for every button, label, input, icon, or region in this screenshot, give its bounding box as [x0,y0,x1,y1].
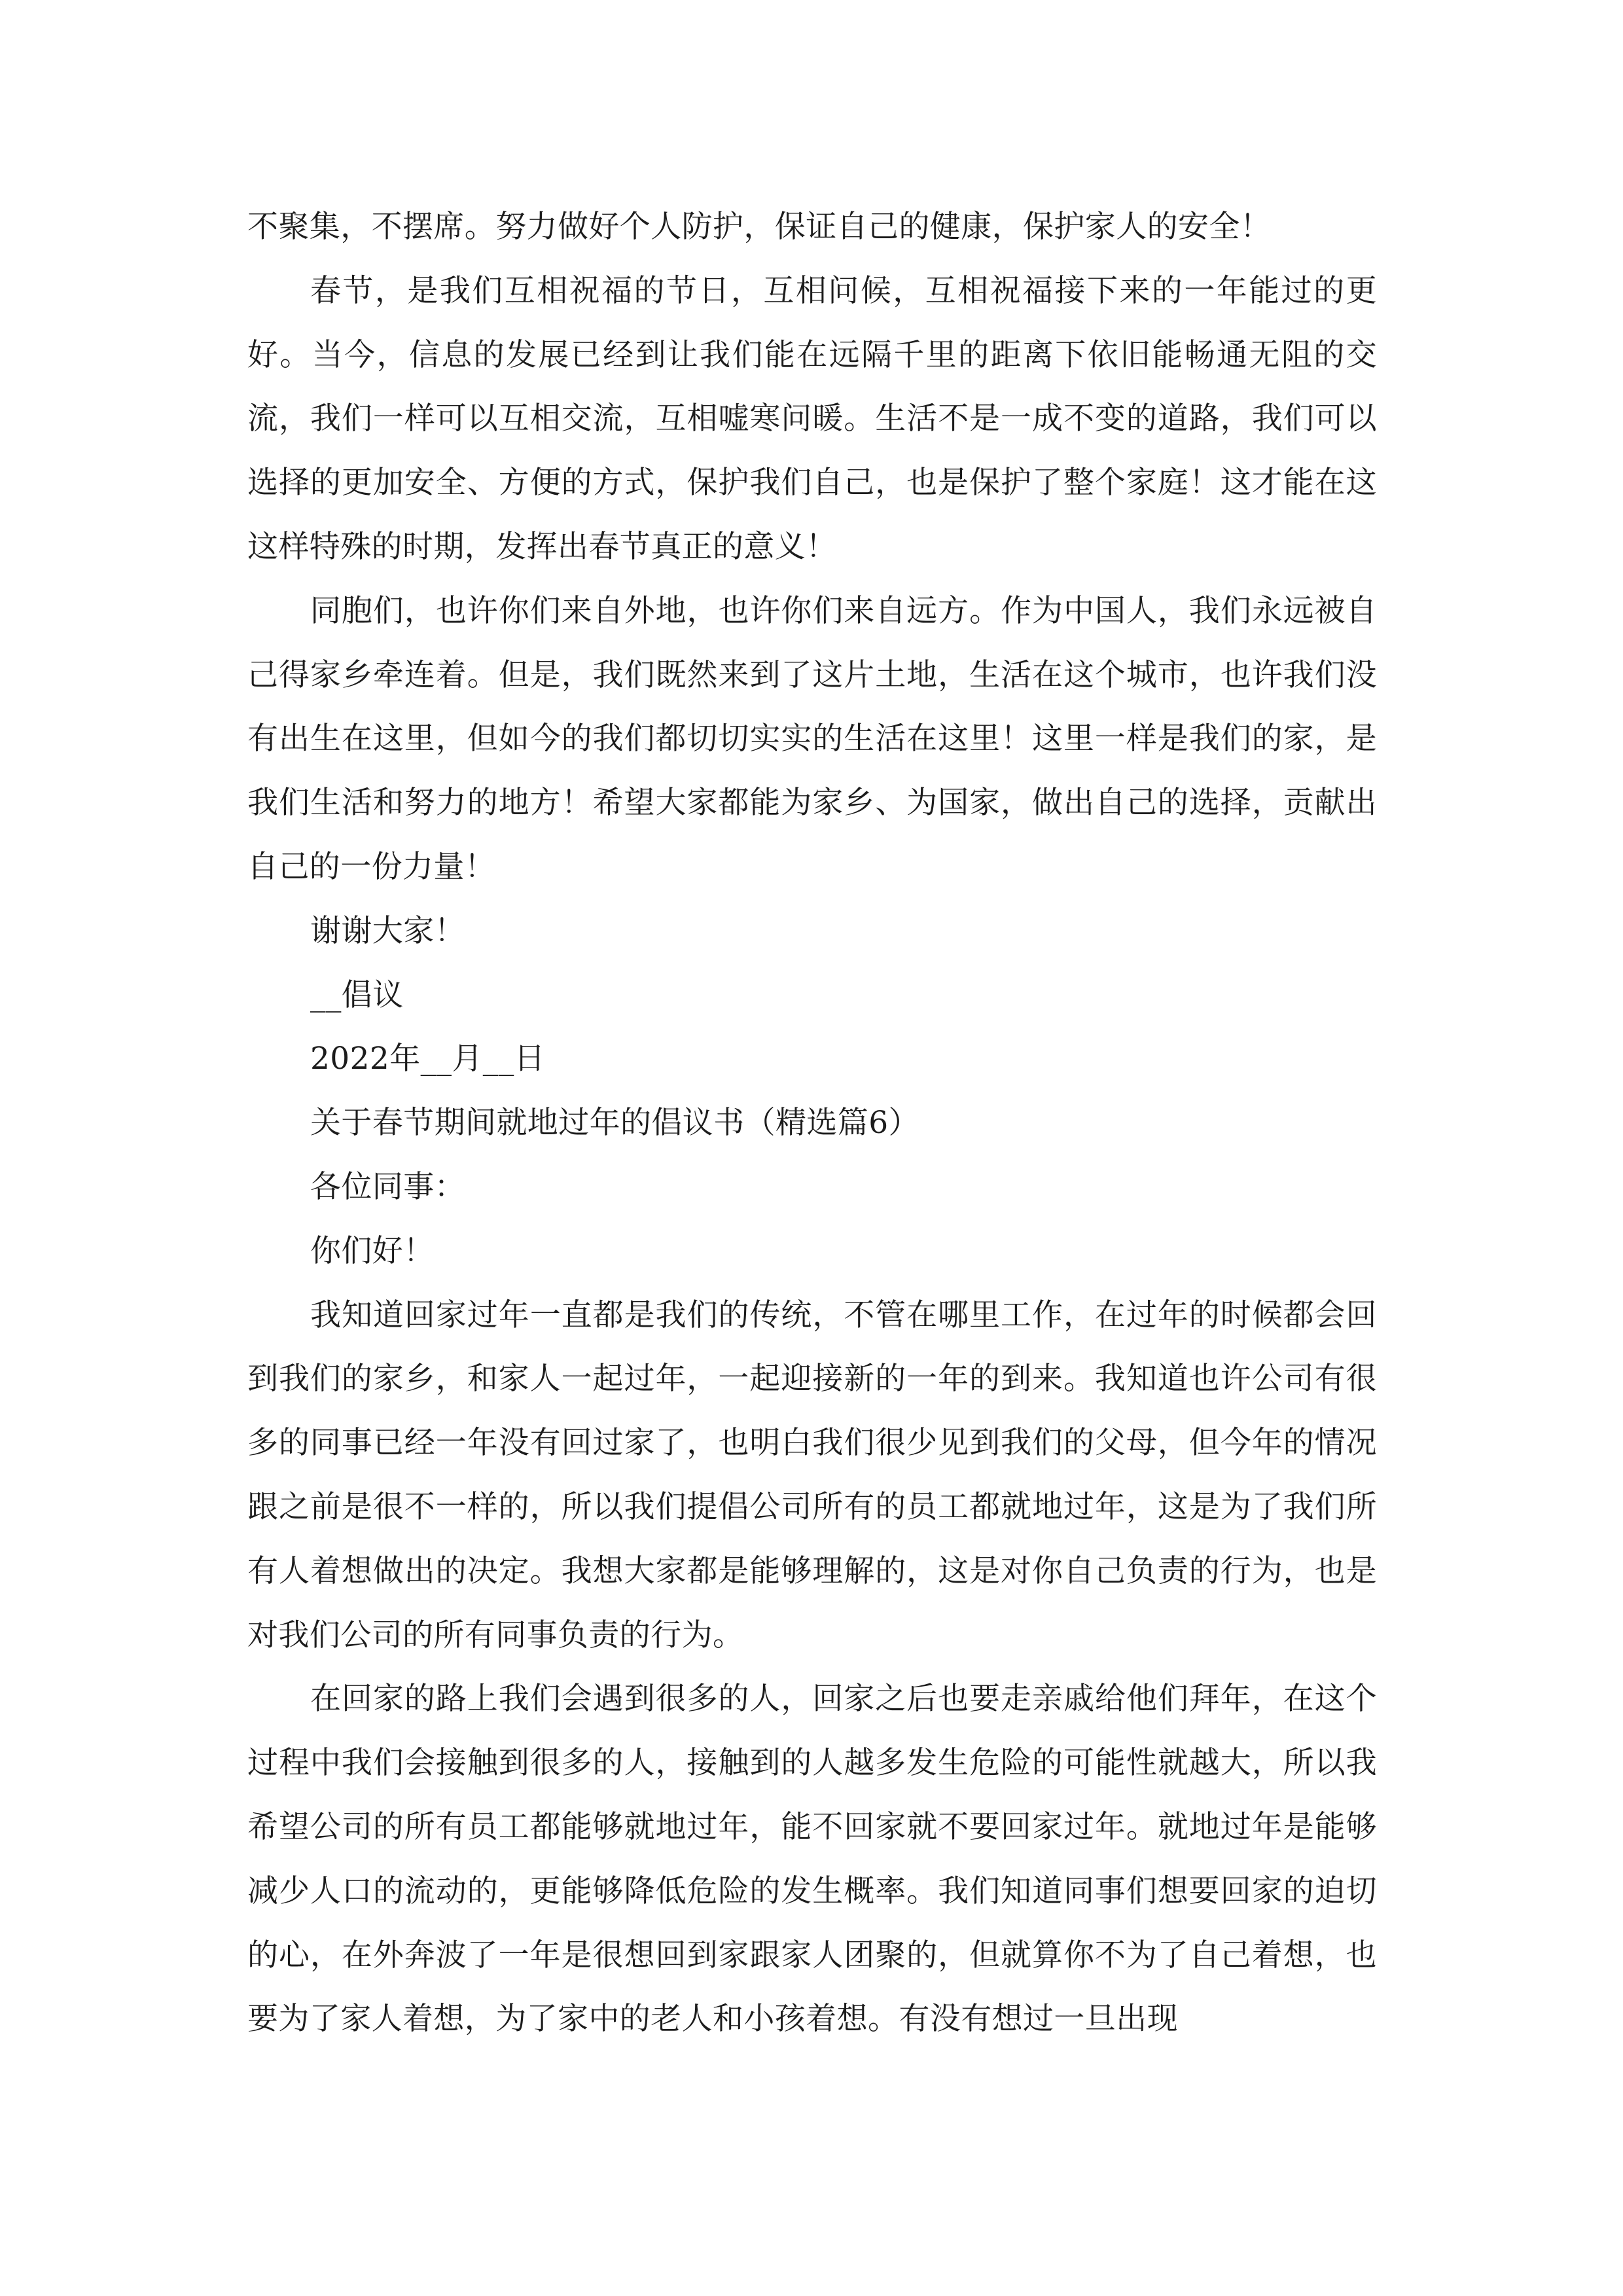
paragraph-continuation: 不聚集，不摆席。努力做好个人防护，保证自己的健康，保护家人的安全！ [247,209,1272,245]
greeting: 你们好！ [310,1232,435,1269]
thanks-line: 谢谢大家！ [310,912,465,949]
paragraph-journey: 在回家的路上我们会遇到很多的人，回家之后也要走亲戚给他们拜年，在这个过程中我们会接触到很多的人，接触到的人越多发生危险的可能性就越大，所以我希望公司的所有员工都能够就地过年，能不回家就不要回家过年。就地过年是能够减少人口的流动的，更能够降低危险的发生概率。我们知道同事们想要回家的迫切的心，在外奔波了一年是很想回到家跟家人团聚的，但就算你不为了自己着想，也要为了家人着想，为了家中的老人和小孩着想。有没有想过一旦出现 [247,1681,1377,2037]
paragraph-tradition: 我知道回家过年一直都是我们的传统，不管在哪里工作，在过年的时候都会回到我们的家乡，和家人一起过年，一起迎接新的一年的到来。我知道也许公司有很多的同事已经一年没有回过家了，也明白我们很少见到我们的父母，但今年的情况跟之前是很不一样的，所以我们提倡公司所有的员工都就地过年，这是为了我们所有人着想做出的决定。我想大家都是能够理解的，这是对你自己负责的行为，也是对我们公司的所有同事负责的行为。 [247,1297,1377,1653]
date-line: 2022年__月__日 [310,1041,546,1077]
section-title: 关于春节期间就地过年的倡议书（精选篇6） [310,1105,919,1141]
signature-line: __倡议 [310,977,404,1013]
paragraph-compatriots: 同胞们，也许你们来自外地，也许你们来自远方。作为中国人，我们永远被自己得家乡牵连着。但是，我们既然来到了这片土地，生活在这个城市，也许我们没有出生在这里，但如今的我们都切切实实的生活在这里！这里一样是我们的家，是我们生活和努力的地方！希望大家都能为家乡、为国家，做出自己的选择，贡献出自己的一份力量！ [247,592,1377,885]
paragraph-spring-festival: 春节，是我们互相祝福的节日，互相问候，互相祝福接下来的一年能过的更好。当今，信息的发展已经到让我们能在远隔千里的距离下依旧能畅通无阻的交流，我们一样可以互相交流，互相嘘寒问暖。生活不是一成不变的道路，我们可以选择的更加安全、方便的方式，保护我们自己，也是保护了整个家庭！这才能在这这样特殊的时期，发挥出春节真正的意义！ [247,272,1377,565]
document-body [247,195,1377,2051]
salutation: 各位同事： [310,1168,465,1205]
